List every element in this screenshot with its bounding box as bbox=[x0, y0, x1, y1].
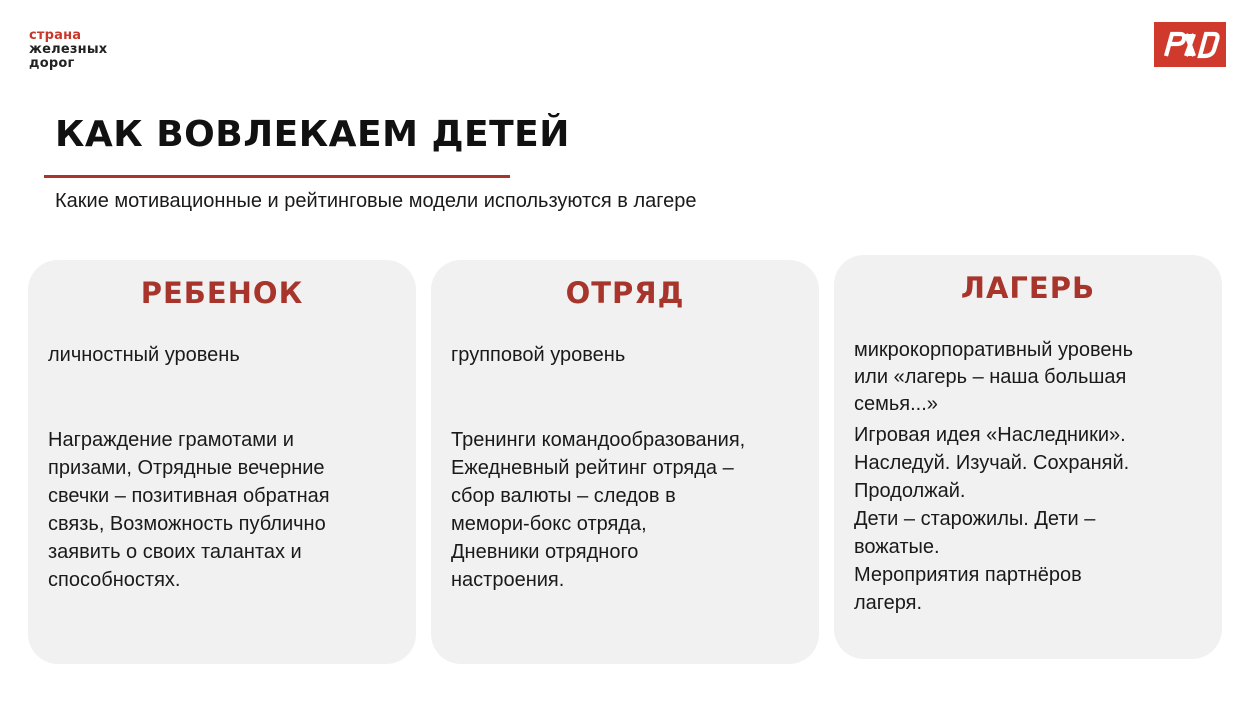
card-camp bbox=[834, 255, 1222, 659]
card-body-line: свечки – позитивная обратная bbox=[48, 485, 330, 507]
card-body-line: Дети – старожилы. Дети – bbox=[854, 508, 1096, 530]
card-body-line: мемори-бокс отряда, bbox=[451, 513, 647, 535]
card-level bbox=[854, 337, 1206, 418]
card-level-line: групповой уровень bbox=[451, 344, 626, 366]
card-body bbox=[854, 421, 1206, 617]
card-level bbox=[451, 342, 803, 369]
brand-line-1: страна bbox=[29, 28, 82, 43]
rzd-logo-icon bbox=[1154, 22, 1226, 67]
card-body-line: Награждение грамотами и bbox=[48, 429, 294, 451]
card-body-line: заявить о своих талантах и bbox=[48, 541, 302, 563]
card-squad bbox=[431, 260, 819, 664]
card-body bbox=[451, 426, 803, 594]
card-level-line: или «лагерь – наша большая bbox=[854, 366, 1127, 388]
title-underline bbox=[44, 175, 510, 178]
card-body-line: сбор валюты – следов в bbox=[451, 485, 676, 507]
card-body bbox=[48, 426, 400, 594]
card-level bbox=[48, 342, 400, 369]
card-body-line: вожатые. bbox=[854, 536, 940, 558]
card-level-line: личностный уровень bbox=[48, 344, 240, 366]
card-body-line: Продолжай. bbox=[854, 480, 966, 502]
brand-line-2: железных bbox=[29, 42, 108, 57]
card-body-line: Мероприятия партнёров bbox=[854, 564, 1082, 586]
card-level-line: семья...» bbox=[854, 393, 938, 415]
brand-line-3: дорог bbox=[29, 56, 75, 71]
page-subtitle: Какие мотивационные и рейтинговые модели используются в лагере bbox=[55, 190, 697, 212]
card-body-line: лагеря. bbox=[854, 592, 923, 614]
card-body-line: призами, Отрядные вечерние bbox=[48, 457, 325, 479]
brand-wordmark bbox=[29, 29, 107, 71]
card-title: ЛАГЕРЬ bbox=[960, 271, 1096, 305]
card-body-line: Ежедневный рейтинг отряда – bbox=[451, 457, 734, 479]
card-level-line: микрокорпоративный уровень bbox=[854, 339, 1134, 361]
card-title: ОТРЯД bbox=[565, 276, 685, 310]
card-body-line: Дневники отрядного bbox=[451, 541, 639, 563]
card-body-line: способностях. bbox=[48, 569, 181, 591]
page-title: КАК ВОВЛЕКАЕМ ДЕТЕЙ bbox=[55, 114, 570, 155]
card-body-line: Тренинги командообразования, bbox=[451, 429, 746, 451]
card-body-line: Игровая идея «Наследники». bbox=[854, 424, 1126, 446]
card-body-line: настроения. bbox=[451, 569, 565, 591]
card-body-line: Наследуй. Изучай. Сохраняй. bbox=[854, 452, 1130, 474]
rzd-logo bbox=[1154, 22, 1226, 67]
card-title: РЕБЕНОК bbox=[140, 276, 304, 310]
card-child bbox=[28, 260, 416, 664]
card-body-line: связь, Возможность публично bbox=[48, 513, 326, 535]
